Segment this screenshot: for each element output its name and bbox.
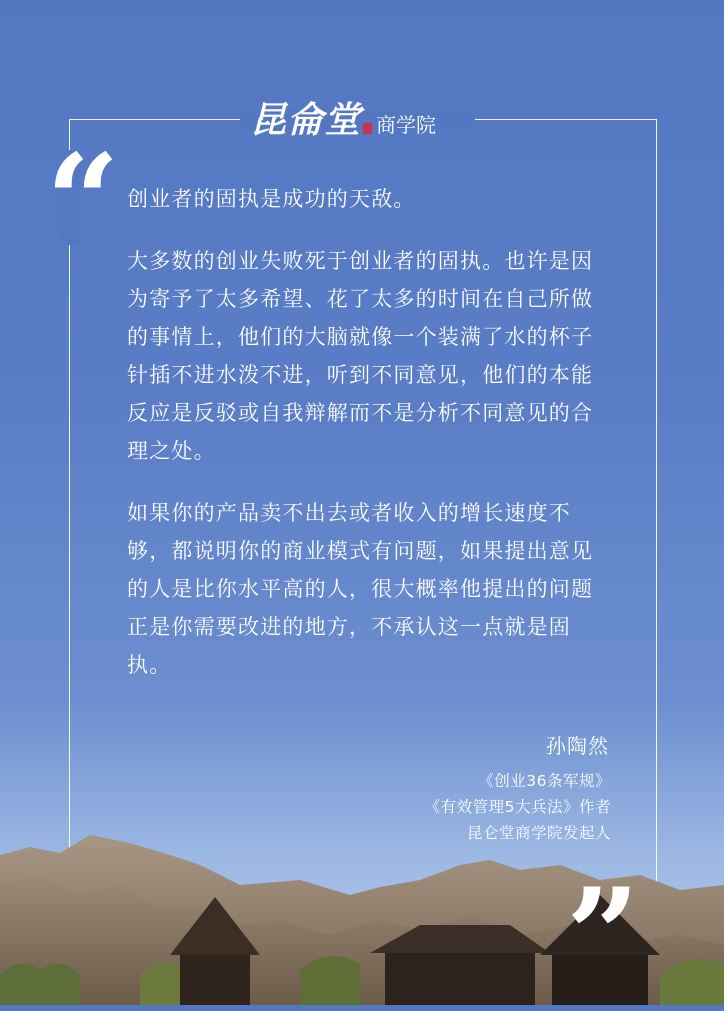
close-quote-icon: ” [566,861,640,1011]
seal-icon [363,123,372,134]
quote-paragraph-2: 如果你的产品卖不出去或者收入的增长速度不够，都说明你的商业模式有问题，如果提出意见的人是比你水平高的人，很大概率他提出的问题正是你需要改进的地方，不承认这一点就是固执。 [127,501,594,677]
hut-body-center [385,953,535,1005]
quote-heading: 创业者的固执是成功的天敌。 [127,187,416,211]
credit-book-1: 《创业36条军规》 [478,772,611,790]
brand-subtitle: 商学院 [376,113,437,137]
credit-role: 昆仑堂商学院发起人 [466,824,611,842]
open-quote-icon: “ [46,127,120,277]
quote-paragraph-1: 大多数的创业失败死于创业者的固执。也许是因为寄予了太多希望、花了太多的时间在自己所做的事情上，他们的大脑就像一个装满了水的杯子针插不进水泼不进，听到不同意见，他们的本能反应是反驳或自我辩解而不是分析不同意见的合理之处。 [127,249,594,463]
quote-body [127,180,613,708]
author-name: 孙陶然 [546,734,609,758]
brand-logo [250,92,436,143]
brand-logo-text: 昆侖堂 [250,99,362,141]
credit-book-2: 《有效管理5大兵法》作者 [424,798,611,816]
hut-body-left [180,955,250,1005]
